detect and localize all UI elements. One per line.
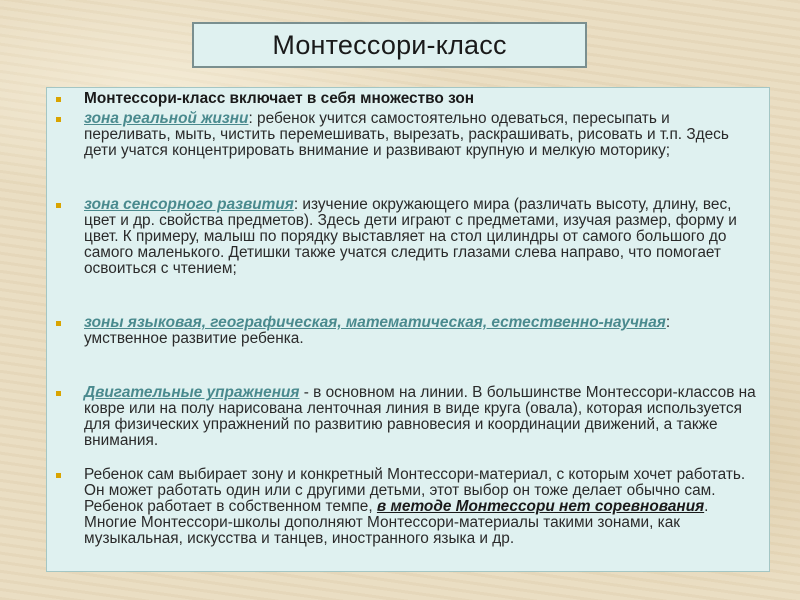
bullet-sensory-zone <box>47 197 769 277</box>
content-panel <box>46 87 770 572</box>
bullet-marker-icon <box>56 391 61 396</box>
zone-term: зона реальной жизни <box>84 110 249 127</box>
bullet-intro <box>47 91 769 107</box>
final-text-before: Ребенок сам выбирает зону и конкретный Монтессори-материал, с которым хочет работать. Он может работать один или с другими детьми, этот выбор он тоже делает обычно сам. Ребенок работает в собственном темпе, <box>84 466 746 515</box>
zone-description: : умственное развитие ребенка. <box>84 314 671 347</box>
bullet-real-life-zone <box>47 111 769 159</box>
final-text-after: . Многие Монтессори-школы дополняют Монтессори-материалы такими зонами, как музыкальная, искусства и танцев, иностранного языка и др. <box>84 498 709 547</box>
zone-term: Двигательные упражнения <box>84 384 300 401</box>
zone-description: : изучение окружающего мира (различать высоту, длину, вес, цвет и др. свойства предметов). Здесь дети играют с предметами, изучая размер, форму и цвет. К примеру, малыш по порядку выставляет на стол цилиндры от самого большого до самого маленького. Детишки также учатся следить глазами слева направо, что помогает освоиться с чтением; <box>84 196 737 277</box>
bullet-marker-icon <box>56 97 61 102</box>
slide-title: Монтессори-класс <box>272 29 507 60</box>
bullet-marker-icon <box>56 203 61 208</box>
bullet-academic-zones <box>47 315 769 347</box>
slide-title-box <box>192 22 587 68</box>
zone-description: : ребенок учится самостоятельно одеваться, пересыпать и переливать, мыть, чистить перемешивать, вырезать, раскрашивать, рисовать и т.п. Здесь дети учатся концентрировать внимание и развивают крупную и мелкую моторику; <box>84 110 729 159</box>
intro-text: Монтессори-класс включает в себя множество зон <box>84 90 475 107</box>
bullet-motor-exercises <box>47 385 769 449</box>
zone-description: - в основном на линии. В большинстве Монтессори-классов на ковре или на полу нарисована ленточная линия в виде круга (овала), которая используется для физических упражнений по развитию равновесия и координации движений, а также внимания. <box>84 384 756 449</box>
bullet-list <box>47 88 769 547</box>
bullet-marker-icon <box>56 321 61 326</box>
bullet-child-choice <box>47 467 769 547</box>
zone-term: зоны языковая, географическая, математическая, естественно-научная <box>84 314 666 331</box>
no-competition-emphasis: в методе Монтессори нет соревнования <box>376 498 705 515</box>
zone-term: зона сенсорного развития <box>84 196 294 213</box>
bullet-marker-icon <box>56 117 61 122</box>
bullet-marker-icon <box>56 473 61 478</box>
